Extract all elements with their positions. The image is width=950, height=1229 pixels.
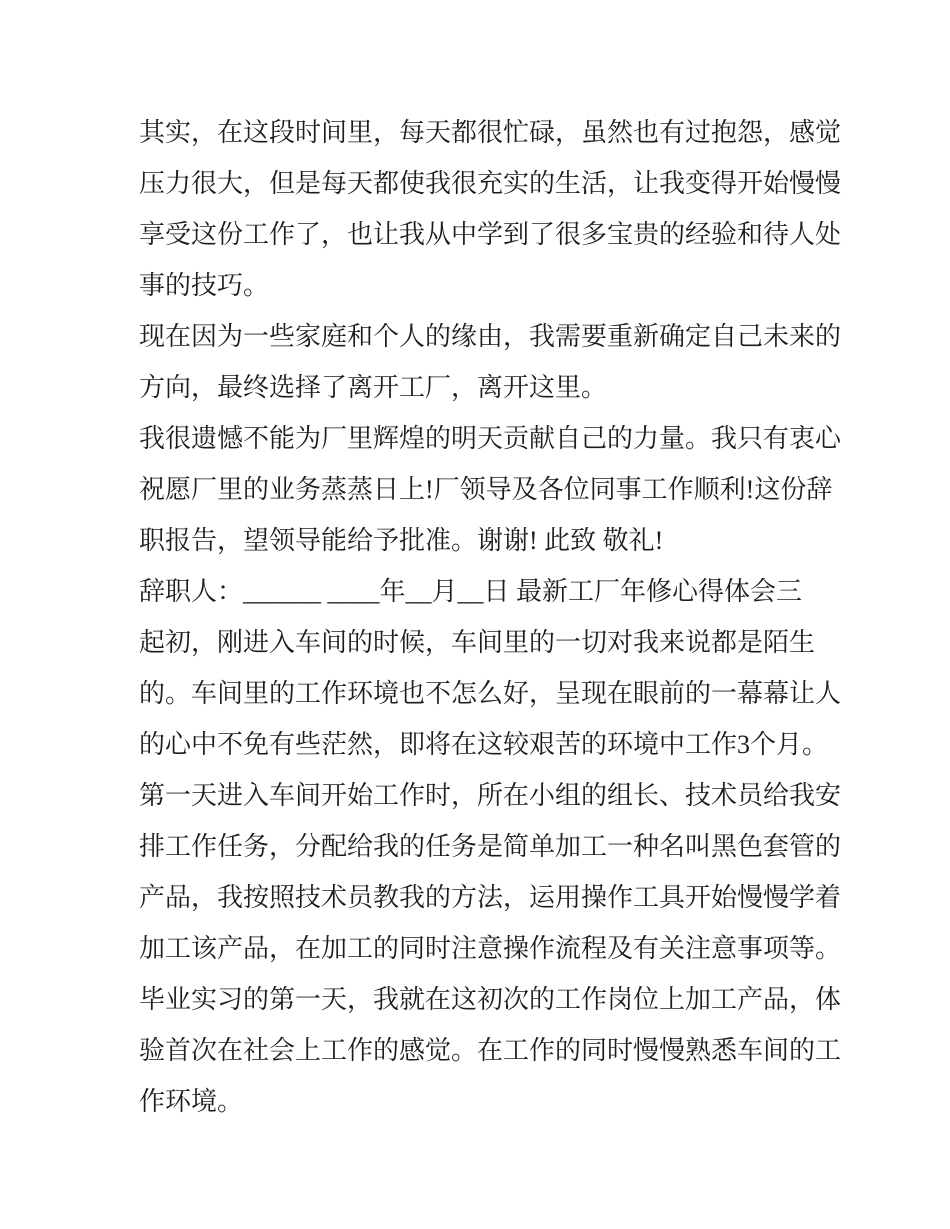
text-line: 其实，在这段时间里，每天都很忙碌，虽然也有过抱怨，感觉 [139, 118, 842, 147]
text-line: 作环境。 [139, 1087, 244, 1116]
text-line: 方向，最终选择了离开工厂，离开这里。 [139, 373, 608, 402]
text-line: 的。车间里的工作环境也不怎么好，呈现在眼前的一幕幕让人 [139, 679, 842, 708]
text-line-signature: 辞职人：______ ____年__月__日 最新工厂年修心得体会三 [139, 577, 803, 606]
text-line: 加工该产品，在加工的同时注意操作流程及有关注意事项等。 [139, 934, 842, 963]
text-line: 毕业实习的第一天，我就在这初次的工作岗位上加工产品，体 [139, 985, 842, 1014]
text-line: 起初，刚进入车间的时候，车间里的一切对我来说都是陌生 [139, 628, 816, 657]
text-line: 祝愿厂里的业务蒸蒸日上!厂领导及各位同事工作顺利!这份辞 [139, 475, 833, 504]
text-line: 享受这份工作了，也让我从中学到了很多宝贵的经验和待人处 [139, 220, 842, 249]
text-line: 事的技巧。 [139, 271, 270, 300]
text-line: 验首次在社会上工作的感觉。在工作的同时慢慢熟悉车间的工 [139, 1036, 842, 1065]
text-line: 压力很大，但是每天都使我很充实的生活，让我变得开始慢慢 [139, 169, 842, 198]
text-line: 排工作任务，分配给我的任务是简单加工一种名叫黑色套管的 [139, 832, 842, 861]
text-line: 产品，我按照技术员教我的方法，运用操作工具开始慢慢学着 [139, 883, 842, 912]
text-line: 现在因为一些家庭和个人的缘由，我需要重新确定自己未来的 [139, 322, 842, 351]
text-line: 职报告，望领导能给予批准。谢谢! 此致 敬礼! [139, 526, 664, 555]
text-line: 第一天进入车间开始工作时，所在小组的组长、技术员给我安 [139, 781, 842, 810]
text-line: 的心中不免有些茫然，即将在这较艰苦的环境中工作3个月。 [139, 730, 829, 759]
text-line: 我很遗憾不能为厂里辉煌的明天贡献自己的力量。我只有衷心 [139, 424, 842, 453]
